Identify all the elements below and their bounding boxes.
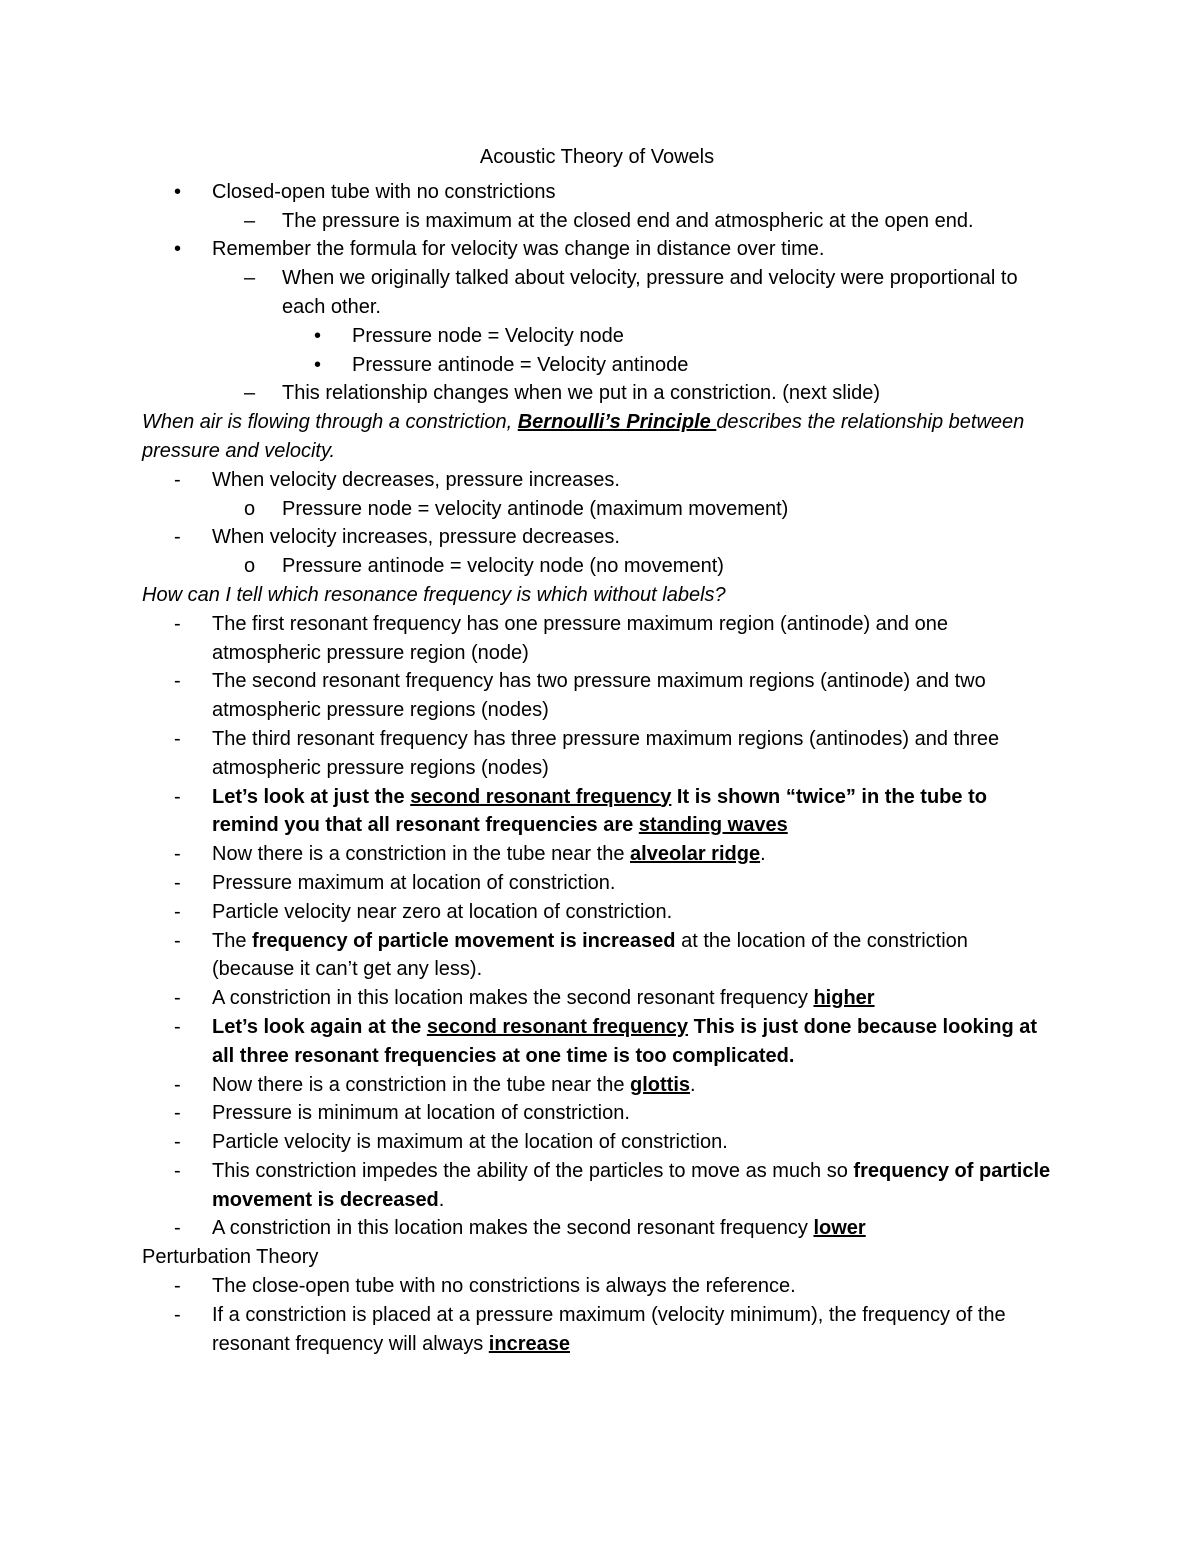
item-text <box>212 872 616 894</box>
list-item <box>142 927 1052 985</box>
emphasized-term: second resonant frequency <box>410 785 672 808</box>
item-text <box>212 1074 696 1096</box>
item-text <box>212 930 968 981</box>
item-text <box>212 469 620 491</box>
item-text <box>282 498 788 520</box>
text-run: The close-open tube with no constrictions is always the reference. <box>212 1275 796 1298</box>
emphasized-term: second resonant frequency <box>426 1015 689 1038</box>
item-text <box>212 786 987 837</box>
text-run: When air is flowing through a constriction, <box>142 411 518 434</box>
text-run: Closed-open tube with no constrictions <box>212 180 556 203</box>
list-marker: - <box>174 612 181 635</box>
item-text <box>282 555 724 577</box>
list-item <box>142 1071 1052 1100</box>
text-run: The third resonant frequency has three pressure maximum regions (antinodes) and three atmospheric pressure regions (nodes) <box>212 727 1000 779</box>
text-run: at the location of the constriction (because it can’t get any less). <box>212 929 968 981</box>
item-text <box>212 1131 728 1153</box>
list-item <box>142 322 1052 351</box>
item-text <box>352 325 624 347</box>
list-item <box>142 1214 1052 1243</box>
list-marker: • <box>174 238 182 261</box>
item-text <box>212 526 620 548</box>
list-marker: - <box>174 843 181 866</box>
text-run: This relationship changes when we put in a constriction. (next slide) <box>282 382 881 405</box>
list-item <box>142 1099 1052 1128</box>
text-run: Now there is a constriction in the tube near the <box>212 843 631 866</box>
outline-list <box>142 178 1052 1359</box>
emphasized-term: glottis <box>630 1073 691 1096</box>
document-title: Acoustic Theory of Vowels <box>479 146 715 168</box>
text-run: The <box>212 929 253 952</box>
list-item <box>142 610 1052 668</box>
item-text <box>282 210 974 232</box>
list-item <box>142 984 1052 1013</box>
text-run: Pressure node = Velocity node <box>352 324 624 347</box>
list-item <box>142 466 1052 495</box>
text-run: Let’s look at just the <box>212 785 411 808</box>
list-marker: - <box>174 871 181 894</box>
item-text <box>212 181 556 203</box>
text-run: . <box>760 843 766 866</box>
text-run: . <box>438 1188 445 1211</box>
list-marker: – <box>244 382 256 405</box>
list-item <box>142 898 1052 927</box>
list-marker: - <box>174 900 181 923</box>
item-text <box>282 382 880 404</box>
list-item <box>142 495 1052 524</box>
item-text <box>212 613 948 664</box>
list-marker: - <box>174 468 181 491</box>
text-run: When velocity increases, pressure decreases. <box>212 526 620 549</box>
text-run: frequency of particle movement is decreased <box>212 1159 1051 1211</box>
list-item <box>142 1301 1052 1359</box>
list-item <box>142 351 1052 380</box>
list-marker: - <box>174 785 181 808</box>
text-run: A constriction in this location makes the second resonant frequency <box>212 1217 814 1240</box>
text-run: Pressure maximum at location of constriction. <box>212 871 616 894</box>
list-marker: • <box>174 180 182 203</box>
list-marker: o <box>244 555 256 578</box>
list-marker: - <box>174 727 181 750</box>
text-run: When velocity decreases, pressure increases. <box>212 468 620 491</box>
item-text <box>212 901 672 923</box>
list-marker: - <box>174 1159 181 1182</box>
text-run: describes the relationship between pressure and velocity. <box>142 411 1025 462</box>
emphasized-term: standing waves <box>638 814 788 837</box>
text-run: Pressure is minimum at location of constriction. <box>212 1102 630 1125</box>
list-marker: - <box>174 1217 181 1240</box>
text-run: Pressure node = velocity antinode (maximum movement) <box>282 497 789 520</box>
list-marker: - <box>174 987 181 1010</box>
item-text <box>212 728 999 779</box>
emphasized-term: Bernoulli’s Principle <box>517 411 717 434</box>
list-item <box>142 667 1052 725</box>
list-item <box>142 783 1052 841</box>
item-text <box>212 1217 866 1239</box>
item-text <box>282 267 1018 318</box>
text-run: Pressure antinode = velocity node (no movement) <box>282 555 724 578</box>
emphasized-term: increase <box>488 1332 570 1355</box>
item-text <box>142 411 1024 462</box>
text-run: If a constriction is placed at a pressure maximum (velocity minimum), the frequency of the resonant frequency will always <box>212 1303 1006 1355</box>
text-run: Particle velocity is maximum at the location of constriction. <box>212 1131 728 1154</box>
item-text <box>212 987 875 1009</box>
list-item <box>142 552 1052 581</box>
list-marker: - <box>174 1303 181 1326</box>
text-run: It is shown “twice” in the tube to remind you that all resonant frequencies are <box>212 785 987 837</box>
text-run: When we originally talked about velocity, pressure and velocity were proportional to each other. <box>282 267 1018 318</box>
list-item <box>142 1013 1052 1071</box>
text-run: The second resonant frequency has two pressure maximum regions (antinode) and two atmospheric pressure regions (nodes) <box>212 670 986 722</box>
item-text <box>212 1304 1006 1355</box>
text-run: Particle velocity near zero at location of constriction. <box>212 900 673 923</box>
text-run: The first resonant frequency has one pressure maximum region (antinode) and one atmospheric pressure region (node) <box>212 612 948 664</box>
text-run: Let’s look again at the <box>212 1015 427 1038</box>
paragraph-line <box>142 1243 1052 1272</box>
paragraph-line <box>142 581 1052 610</box>
text-run: . <box>690 1073 696 1096</box>
list-item <box>142 379 1052 408</box>
list-marker: o <box>244 497 256 520</box>
list-marker: • <box>314 353 322 376</box>
text-run: Perturbation Theory <box>142 1246 319 1269</box>
item-text <box>142 1246 318 1268</box>
list-item <box>142 869 1052 898</box>
text-run: The pressure is maximum at the closed end and atmospheric at the open end. <box>282 209 974 232</box>
list-item <box>142 1157 1052 1215</box>
item-text <box>142 584 726 606</box>
item-text <box>352 354 688 376</box>
text-run: frequency of particle movement is increased <box>252 929 676 952</box>
item-text <box>212 1102 630 1124</box>
list-marker: - <box>174 1131 181 1154</box>
paragraph-line <box>142 408 1052 466</box>
text-run: Now there is a constriction in the tube near the <box>212 1073 631 1096</box>
list-item <box>142 523 1052 552</box>
item-text <box>212 1275 796 1297</box>
list-item <box>142 235 1052 264</box>
list-marker: – <box>244 209 256 232</box>
list-marker: - <box>174 526 181 549</box>
item-text <box>212 238 825 260</box>
text-run: This constriction impedes the ability of the particles to move as much so <box>212 1159 854 1182</box>
item-text <box>212 670 986 721</box>
item-text <box>212 1160 1050 1211</box>
text-run: A constriction in this location makes the second resonant frequency <box>212 987 814 1010</box>
list-item <box>142 264 1052 322</box>
list-item <box>142 840 1052 869</box>
emphasized-term: alveolar ridge <box>630 843 761 866</box>
list-marker: - <box>174 1102 181 1125</box>
list-marker: – <box>244 267 256 290</box>
document-body <box>142 143 1052 1358</box>
list-marker: - <box>174 1275 181 1298</box>
list-item <box>142 1272 1052 1301</box>
text-run: This is just done because looking at all three resonant frequencies at one time is too complicated. <box>212 1015 1038 1067</box>
list-marker: - <box>174 929 181 952</box>
list-marker: - <box>174 1073 181 1096</box>
list-item <box>142 725 1052 783</box>
item-text <box>212 843 766 865</box>
emphasized-term: lower <box>813 1217 866 1240</box>
list-marker: - <box>174 670 181 693</box>
list-marker: • <box>314 324 322 347</box>
list-item <box>142 178 1052 207</box>
text-run: Pressure antinode = Velocity antinode <box>352 353 689 376</box>
text-run: How can I tell which resonance frequency is which without labels? <box>142 583 726 606</box>
text-run: Remember the formula for velocity was change in distance over time. <box>212 238 825 261</box>
list-item <box>142 207 1052 236</box>
list-marker: - <box>174 1015 181 1038</box>
emphasized-term: higher <box>813 987 875 1010</box>
item-text <box>212 1016 1037 1067</box>
list-item <box>142 1128 1052 1157</box>
